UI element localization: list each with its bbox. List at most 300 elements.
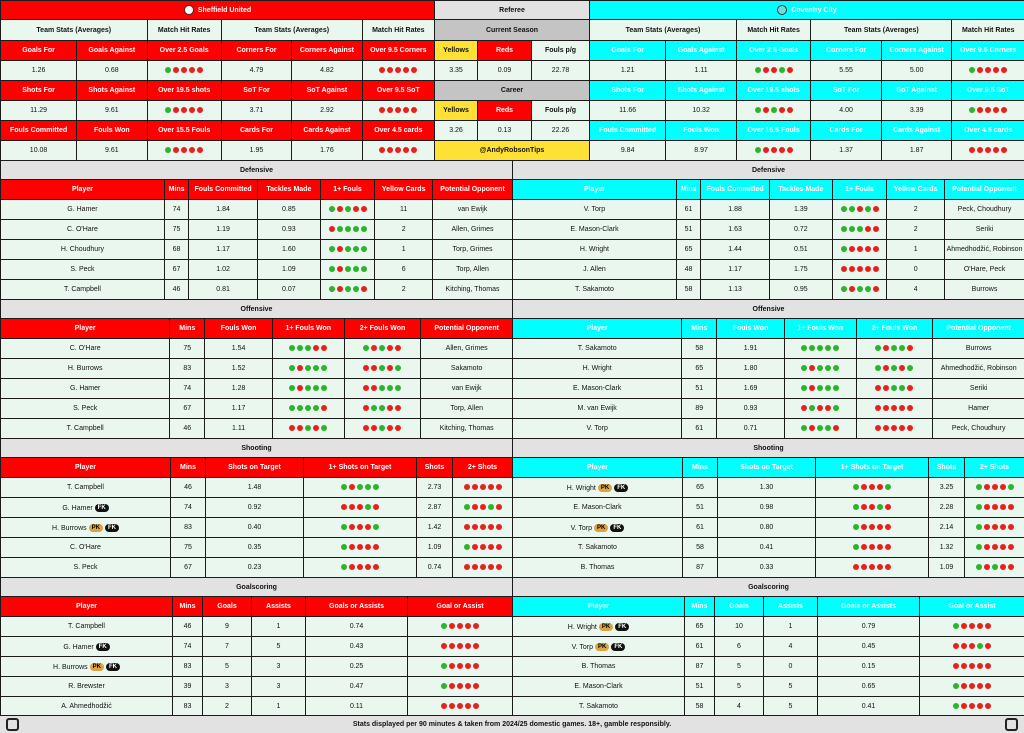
miss-dot-icon — [833, 425, 839, 431]
miss-dot-icon — [984, 564, 990, 570]
fk-badge: FK — [96, 643, 110, 651]
pk-badge: PK — [599, 623, 613, 631]
minutes: 67 — [170, 399, 205, 419]
miss-dot-icon — [985, 663, 991, 669]
hit-dot-icon — [345, 206, 351, 212]
column-header: Yellow Cards — [887, 180, 945, 200]
shots-on-target: 0.35 — [206, 538, 304, 558]
team-crest-icon — [184, 5, 194, 15]
hit-dot-icon — [441, 623, 447, 629]
table-row — [1, 697, 513, 717]
fouls-dots — [832, 240, 887, 260]
column-header: Player — [1, 597, 173, 617]
hit-dot-icon — [969, 107, 975, 113]
minutes: 46 — [164, 280, 188, 300]
table-row — [1, 558, 513, 578]
table-row — [513, 478, 1024, 498]
miss-dot-icon — [395, 67, 401, 73]
player-name: G. Hamer FK — [1, 498, 171, 518]
stat-label: Over 15.5 Fouls — [736, 121, 810, 141]
miss-dot-icon — [993, 107, 999, 113]
miss-dot-icon — [173, 107, 179, 113]
fouls-dots — [832, 260, 887, 280]
hit-dot-icon — [357, 484, 363, 490]
miss-dot-icon — [379, 67, 385, 73]
potential-opponent: O'Hare, Peck — [945, 260, 1024, 280]
miss-dot-icon — [387, 405, 393, 411]
miss-dot-icon — [181, 147, 187, 153]
shots-dots — [453, 518, 513, 538]
column-header: Player — [513, 319, 682, 339]
hit-dot-icon — [877, 504, 883, 510]
miss-dot-icon — [480, 524, 486, 530]
table-row — [513, 280, 1024, 300]
miss-dot-icon — [411, 67, 417, 73]
column-header: 2+ Shots — [453, 458, 513, 478]
section-title: Offensive — [1, 300, 513, 319]
miss-dot-icon — [771, 67, 777, 73]
stat-label: SoT Against — [292, 81, 362, 101]
hit-rate-dots — [952, 101, 1024, 121]
hit-rate-dots — [952, 141, 1024, 161]
hit-dot-icon — [321, 425, 327, 431]
pk-badge: PK — [595, 643, 609, 651]
miss-dot-icon — [907, 405, 913, 411]
player-name: T. Campbell — [1, 617, 173, 637]
hit-dot-icon — [849, 226, 855, 232]
hit-dot-icon — [833, 405, 839, 411]
player-name: S. Peck — [1, 399, 170, 419]
stat-value: 1.87 — [881, 141, 952, 161]
minutes: 51 — [683, 498, 718, 518]
miss-dot-icon — [361, 206, 367, 212]
hit-dot-icon — [976, 564, 982, 570]
hit-dot-icon — [853, 504, 859, 510]
column-header: Goals — [203, 597, 252, 617]
ref-yellows: 3.26 — [435, 121, 478, 141]
column-header: Yellow Cards — [375, 180, 433, 200]
miss-dot-icon — [329, 226, 335, 232]
miss-dot-icon — [357, 564, 363, 570]
miss-dot-icon — [387, 345, 393, 351]
yellow-cards: 2 — [375, 220, 433, 240]
miss-dot-icon — [907, 345, 913, 351]
miss-dot-icon — [985, 643, 991, 649]
table-row — [513, 260, 1024, 280]
hit-dot-icon — [853, 484, 859, 490]
assists: 5 — [764, 677, 818, 697]
shots: 0.74 — [417, 558, 453, 578]
column-header: 1+ Fouls Won — [272, 319, 344, 339]
hit-dot-icon — [833, 345, 839, 351]
miss-dot-icon — [869, 484, 875, 490]
hit-dot-icon — [825, 345, 831, 351]
tackles-made: 1.09 — [257, 260, 320, 280]
stat-label: Goals For — [590, 41, 666, 61]
miss-dot-icon — [473, 643, 479, 649]
hit-rate-dots — [362, 101, 434, 121]
stat-label: Fouls Committed — [1, 121, 77, 141]
fouls-won: 0.71 — [717, 419, 785, 439]
stat-value: 9.61 — [77, 101, 147, 121]
minutes: 83 — [170, 359, 205, 379]
miss-dot-icon — [297, 425, 303, 431]
hit-rate-dots — [362, 61, 434, 81]
minutes: 61 — [682, 419, 717, 439]
hit-dot-icon — [857, 286, 863, 292]
team-stats-header: Team Stats (Averages) — [221, 20, 362, 41]
miss-dot-icon — [861, 524, 867, 530]
miss-dot-icon — [1008, 544, 1014, 550]
miss-dot-icon — [873, 206, 879, 212]
section-title: Goalscoring — [1, 578, 513, 597]
stat-label: Fouls Committed — [590, 121, 666, 141]
sot-dots — [304, 558, 417, 578]
hit-dot-icon — [801, 365, 807, 371]
miss-dot-icon — [181, 107, 187, 113]
player-name: C. O'Hare — [1, 220, 165, 240]
goals: 5 — [715, 677, 764, 697]
goals: 3 — [203, 677, 252, 697]
miss-dot-icon — [341, 504, 347, 510]
hit-dot-icon — [825, 365, 831, 371]
fouls-won: 1.80 — [717, 359, 785, 379]
miss-dot-icon — [365, 544, 371, 550]
fouls-committed: 1.17 — [701, 260, 770, 280]
hit-dot-icon — [341, 544, 347, 550]
hit-rate-dots — [736, 141, 810, 161]
hit-dot-icon — [305, 405, 311, 411]
stat-value: 0.68 — [77, 61, 147, 81]
miss-dot-icon — [885, 524, 891, 530]
hit-dot-icon — [853, 544, 859, 550]
miss-dot-icon — [953, 663, 959, 669]
miss-dot-icon — [857, 206, 863, 212]
miss-dot-icon — [1000, 504, 1006, 510]
column-header: Fouls Committed — [701, 180, 770, 200]
fk-badge: FK — [614, 484, 628, 492]
miss-dot-icon — [873, 266, 879, 272]
shots-on-target: 1.48 — [206, 478, 304, 498]
minutes: 74 — [173, 637, 203, 657]
assists: 1 — [252, 617, 306, 637]
hit-dot-icon — [817, 385, 823, 391]
table-row — [513, 240, 1024, 260]
hit-dot-icon — [329, 246, 335, 252]
miss-dot-icon — [457, 683, 463, 689]
hit-dot-icon — [841, 246, 847, 252]
minutes: 65 — [683, 478, 718, 498]
miss-dot-icon — [787, 147, 793, 153]
ref-fouls: 22.78 — [532, 61, 590, 81]
miss-dot-icon — [365, 524, 371, 530]
player-name: H. Wright — [513, 359, 682, 379]
section-title: Shooting — [513, 439, 1024, 458]
hit-dot-icon — [825, 425, 831, 431]
miss-dot-icon — [337, 246, 343, 252]
sot-dots — [304, 498, 417, 518]
miss-dot-icon — [357, 504, 363, 510]
stat-value: 4.00 — [811, 101, 882, 121]
miss-dot-icon — [449, 683, 455, 689]
player-name: G. Hamer — [1, 200, 165, 220]
miss-dot-icon — [349, 484, 355, 490]
author-handle: @AndyRobsonTips — [435, 141, 590, 161]
sot-dots — [304, 538, 417, 558]
goal-assist-dots — [920, 657, 1024, 677]
hit-dot-icon — [841, 226, 847, 232]
hit-dot-icon — [305, 365, 311, 371]
hit-dot-icon — [329, 286, 335, 292]
goal-assist-dots — [920, 677, 1024, 697]
miss-dot-icon — [877, 484, 883, 490]
hit-dot-icon — [857, 226, 863, 232]
potential-opponent: van Ewijk — [433, 200, 513, 220]
home-team-title — [1, 1, 435, 20]
column-header: Potential Opponent — [933, 319, 1024, 339]
stat-label: Shots For — [590, 81, 666, 101]
miss-dot-icon — [395, 147, 401, 153]
miss-dot-icon — [857, 266, 863, 272]
miss-dot-icon — [496, 484, 502, 490]
minutes: 83 — [171, 518, 206, 538]
miss-dot-icon — [465, 703, 471, 709]
miss-dot-icon — [387, 67, 393, 73]
stat-value: 9.61 — [77, 141, 147, 161]
miss-dot-icon — [977, 67, 983, 73]
section-title: Goalscoring — [513, 578, 1024, 597]
goals-or-assists: 0.15 — [818, 657, 920, 677]
potential-opponent: Allen, Grimes — [433, 220, 513, 240]
miss-dot-icon — [865, 226, 871, 232]
miss-dot-icon — [825, 405, 831, 411]
miss-dot-icon — [472, 504, 478, 510]
fouls-won: 0.93 — [717, 399, 785, 419]
miss-dot-icon — [891, 405, 897, 411]
minutes: 75 — [171, 538, 206, 558]
shots-dots — [965, 538, 1024, 558]
away-defensive-table — [512, 160, 1024, 300]
player-name: H. Burrows PK FK — [1, 657, 173, 677]
minutes: 74 — [170, 379, 205, 399]
reds-header: Reds — [478, 41, 532, 61]
fouls-won-2-dots — [344, 379, 421, 399]
hit-dot-icon — [305, 425, 311, 431]
hit-rate-dots — [952, 61, 1024, 81]
miss-dot-icon — [371, 345, 377, 351]
player-name: E. Mason-Clark — [513, 677, 685, 697]
shots-dots — [453, 478, 513, 498]
miss-dot-icon — [173, 147, 179, 153]
table-row — [1, 677, 513, 697]
hit-dot-icon — [361, 246, 367, 252]
shots-on-target: 0.92 — [206, 498, 304, 518]
table-row — [513, 617, 1024, 637]
hit-dot-icon — [297, 405, 303, 411]
stat-label: Over 19.5 shots — [147, 81, 221, 101]
miss-dot-icon — [465, 623, 471, 629]
column-header: Shots on Target — [718, 458, 816, 478]
hit-dot-icon — [341, 564, 347, 570]
fouls-committed: 1.44 — [701, 240, 770, 260]
miss-dot-icon — [771, 147, 777, 153]
miss-dot-icon — [395, 345, 401, 351]
miss-dot-icon — [1001, 147, 1007, 153]
stat-value: 5.55 — [811, 61, 882, 81]
miss-dot-icon — [321, 345, 327, 351]
fouls-dots — [320, 220, 375, 240]
miss-dot-icon — [969, 663, 975, 669]
column-header: Player — [1, 180, 165, 200]
fouls-won-1-dots — [272, 399, 344, 419]
player-name: T. Sakamoto — [513, 538, 683, 558]
hit-dot-icon — [953, 623, 959, 629]
fouls-won-2-dots — [856, 419, 933, 439]
goals-or-assists: 0.74 — [306, 617, 408, 637]
column-header: Goals — [715, 597, 764, 617]
stat-label: SoT Against — [881, 81, 952, 101]
potential-opponent: Seriki — [933, 379, 1024, 399]
fouls-won: 1.69 — [717, 379, 785, 399]
hit-dot-icon — [833, 365, 839, 371]
shots-dots — [965, 558, 1024, 578]
miss-dot-icon — [801, 405, 807, 411]
miss-dot-icon — [1000, 484, 1006, 490]
hit-dot-icon — [885, 484, 891, 490]
player-name: A. Ahmedhodžić — [1, 697, 173, 717]
section-title: Defensive — [1, 161, 513, 180]
stat-label: Over 9.5 Corners — [952, 41, 1024, 61]
miss-dot-icon — [875, 405, 881, 411]
miss-dot-icon — [189, 147, 195, 153]
hit-dot-icon — [441, 683, 447, 689]
miss-dot-icon — [457, 643, 463, 649]
minutes: 51 — [682, 379, 717, 399]
hit-dot-icon — [875, 345, 881, 351]
miss-dot-icon — [457, 623, 463, 629]
goals-or-assists: 0.11 — [306, 697, 408, 717]
miss-dot-icon — [877, 544, 883, 550]
minutes: 89 — [682, 399, 717, 419]
minutes: 68 — [164, 240, 188, 260]
hit-dot-icon — [345, 286, 351, 292]
table-row — [513, 558, 1024, 578]
hit-dot-icon — [379, 405, 385, 411]
miss-dot-icon — [984, 504, 990, 510]
column-header: Tackles Made — [769, 180, 832, 200]
miss-dot-icon — [1001, 107, 1007, 113]
fouls-committed: 1.63 — [701, 220, 770, 240]
stat-label: Corners Against — [881, 41, 952, 61]
miss-dot-icon — [480, 544, 486, 550]
miss-dot-icon — [992, 504, 998, 510]
hit-dot-icon — [165, 147, 171, 153]
table-row — [513, 518, 1024, 538]
potential-opponent: Peck, Choudhury — [945, 200, 1024, 220]
hit-dot-icon — [849, 206, 855, 212]
yellow-cards: 1 — [887, 240, 945, 260]
sot-dots — [816, 538, 929, 558]
table-row — [513, 697, 1024, 717]
stat-label: Cards Against — [292, 121, 362, 141]
miss-dot-icon — [883, 425, 889, 431]
hit-rate-dots — [147, 61, 221, 81]
goal-assist-dots — [408, 697, 513, 717]
section-title: Offensive — [513, 300, 1024, 319]
minutes: 61 — [676, 200, 700, 220]
miss-dot-icon — [861, 484, 867, 490]
miss-dot-icon — [877, 524, 883, 530]
column-header: Mins — [683, 458, 718, 478]
miss-dot-icon — [961, 623, 967, 629]
table-row — [513, 419, 1024, 439]
hit-dot-icon — [875, 365, 881, 371]
miss-dot-icon — [817, 405, 823, 411]
table-row — [513, 677, 1024, 697]
footer — [0, 715, 1024, 733]
miss-dot-icon — [877, 564, 883, 570]
yellow-cards: 1 — [375, 240, 433, 260]
stat-label: Corners For — [811, 41, 882, 61]
miss-dot-icon — [883, 365, 889, 371]
miss-dot-icon — [289, 425, 295, 431]
column-header: Potential Opponent — [433, 180, 513, 200]
minutes: 61 — [685, 637, 715, 657]
potential-opponent: Torp, Allen — [421, 399, 513, 419]
minutes: 58 — [685, 697, 715, 717]
hit-dot-icon — [825, 385, 831, 391]
shots: 1.09 — [417, 538, 453, 558]
column-header: Fouls Committed — [189, 180, 258, 200]
miss-dot-icon — [961, 643, 967, 649]
hit-dot-icon — [841, 206, 847, 212]
miss-dot-icon — [441, 643, 447, 649]
fouls-dots — [320, 200, 375, 220]
hit-dot-icon — [801, 425, 807, 431]
miss-dot-icon — [457, 663, 463, 669]
column-header: 1+ Fouls — [832, 180, 887, 200]
stat-label: Over 15.5 Fouls — [147, 121, 221, 141]
table-row — [1, 419, 513, 439]
hit-dot-icon — [345, 246, 351, 252]
goal-assist-dots — [920, 637, 1024, 657]
miss-dot-icon — [984, 484, 990, 490]
table-row — [1, 280, 513, 300]
shots: 1.42 — [417, 518, 453, 538]
table-row — [513, 498, 1024, 518]
player-name: J. Allen — [513, 260, 677, 280]
miss-dot-icon — [297, 385, 303, 391]
fk-badge: FK — [105, 524, 119, 532]
miss-dot-icon — [496, 504, 502, 510]
ref-yellows: 3.35 — [435, 61, 478, 81]
hit-dot-icon — [373, 484, 379, 490]
fouls-won-2-dots — [856, 339, 933, 359]
player-name: V. Torp — [513, 200, 677, 220]
player-name: S. Peck — [1, 260, 165, 280]
stat-label: Shots Against — [77, 81, 147, 101]
table-row — [513, 379, 1024, 399]
minutes: 65 — [685, 617, 715, 637]
pk-badge: PK — [594, 524, 608, 532]
minutes: 83 — [173, 657, 203, 677]
stat-label: Fouls Won — [77, 121, 147, 141]
miss-dot-icon — [379, 107, 385, 113]
tackles-made: 0.07 — [257, 280, 320, 300]
miss-dot-icon — [387, 365, 393, 371]
goal-assist-dots — [408, 677, 513, 697]
column-header: 1+ Shots on Target — [304, 458, 417, 478]
